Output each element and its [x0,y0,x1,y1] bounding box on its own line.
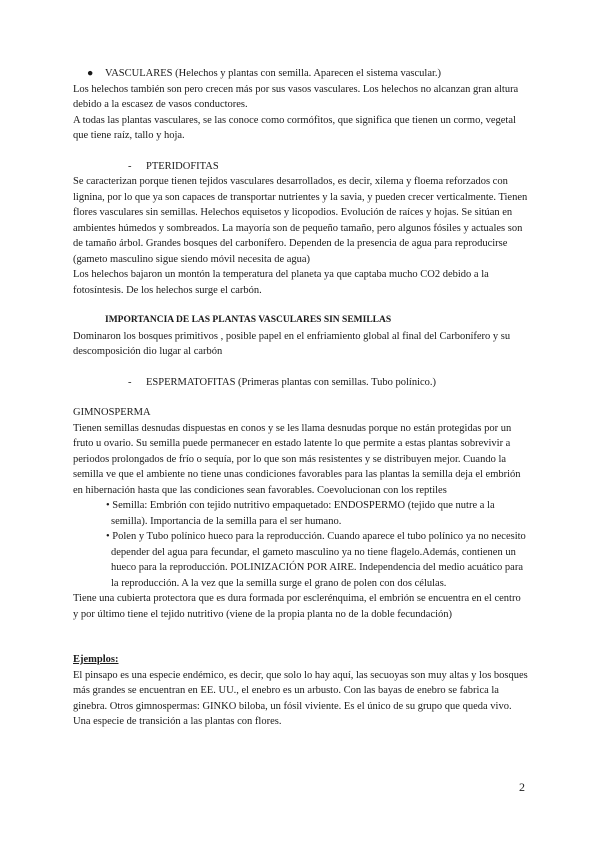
vasculares-heading: VASCULARES (Helechos y plantas con semilla. Aparecen el sistema vascular.) [105,68,442,79]
dash-marker: - [128,160,132,172]
gimnosperma-paragraph-2: Tiene una cubierta protectora que es dura formada por esclerénquima, el embrión se encuentra en el centro y por último tiene el tejido nutritivo (viene de la propia planta no de la doble fecundación) [73,593,521,620]
page-number: 2 [519,780,525,794]
gimnosperma-paragraph-1: Tienen semillas desnudas dispuestas en conos y se les llama desnudas porque no están protegidas por un fruto u ovario. Su semilla puede permanecer en estado latente lo que permite a estas plantas sobrevivir a periodos prolongados de frío o sequía, por lo que son más resistentes y se distribuyen mejor. Cuando la semilla ve que el ambiente no tiene unas condiciones favorables para las plantas la semilla deja el embrión en hibernación hasta que las condiciones sean favorables. Coevolucionan con los reptiles [73,422,521,496]
pteridofitas-paragraph-2: Los helechos bajaron un montón la temperatura del planeta ya que captaba mucho CO2 debido a la fotosíntesis. De los helechos surge el carbón. [73,269,489,296]
list-item: • Polen y Tubo polínico hueco para la reproducción. Cuando aparece el tubo polínico ya no necesito depender del agua para fecundar, el gameto masculino ya no tiene flagelo.Además, contienen un hueco para la reproducción. POLINIZACIÓN POR AIRE. Independencia del medio acuático para la reproducción. A la vez que la semilla surge el grano de polen con dos células. [106,531,526,589]
pteridofitas-heading-line [73,159,528,175]
page-content [73,66,528,730]
gimnosperma-list [73,498,528,591]
dash-marker: - [128,376,132,388]
importancia-heading: IMPORTANCIA DE LAS PLANTAS VASCULARES SIN SEMILLAS [105,315,392,325]
vasculares-paragraph-2: A todas las plantas vasculares, se las conoce como cormófitos, que significa que tienen un cormo, vegetal que tiene raíz, tallo y hoja. [73,114,516,141]
vasculares-heading-line [73,66,528,82]
espermatofitas-heading-line [73,375,528,391]
vasculares-paragraph-1: Los helechos también son pero crecen más por sus vasos vasculares. Los helechos no alcanzan gran altura debido a la escasez de vasos conductores. [73,83,519,110]
bullet-dot: ● [87,68,94,79]
ejemplos-heading: Ejemplos: [73,654,119,665]
espermatofitas-heading: ESPERMATOFITAS (Primeras plantas con semillas. Tubo polínico.) [146,376,437,388]
importancia-paragraph: Dominaron los bosques primitivos , posible papel en el enfriamiento global al final del Carbonífero y su descomposición dio lugar al carbón [73,330,511,357]
ejemplos-paragraph: El pinsapo es una especie endémico, es decir, que solo lo hay aquí, las secuoyas son muy altas y los bosques más grandes se encuentran en EE. UU., el enebro es un arbusto. Con las bayas de enebro se fabrica la ginebra. Otros gimnospermas: GINKO biloba, un fósil viviente. Es el único de su grupo que queda vivo. Una especie de transición a las plantas con flores. [73,669,528,727]
gimnosperma-heading: GIMNOSPERMA [73,407,151,418]
pteridofitas-paragraph-1: Se caracterizan porque tienen tejidos vasculares desarrollados, es decir, xilema y floema reforzados con lignina, por lo que ya son capaces de transportar nutrientes y la savia, y pueden crecer verticalmente. Tienen flores vasculares sin semillas. Helechos equisetos y licopodios. Evolución de raíces y hojas. Se sitúan en ambientes húmedos y sombreados. La mayoría son de pequeño tamaño, pero algunos fósiles y actuales son de tamaño árbol. Grandes bosques del carbonífero. Dependen de la presencia de agua para reproducirse (gameto masculino sigue siendo móvil necesita de agua) [73,176,528,265]
list-item: • Semilla: Embrión con tejido nutritivo empaquetado: ENDOSPERMO (tejido que nutre a la semilla). Importancia de la semilla para el ser humano. [106,500,495,527]
pteridofitas-heading: PTERIDOFITAS [146,160,219,172]
